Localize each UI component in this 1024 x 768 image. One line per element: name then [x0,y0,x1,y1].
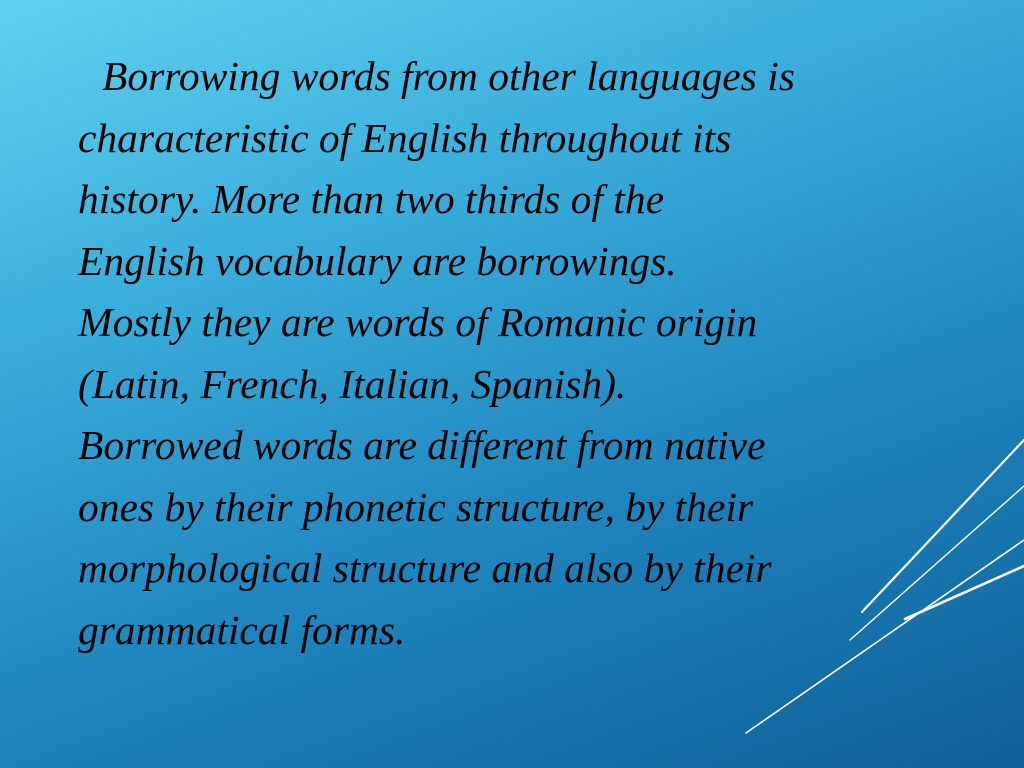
text-line-3: history. More than two thirds of the [78,176,665,222]
text-line-7: Borrowed words are different from native [78,422,766,468]
text-line-8: ones by their phonetic structure, by their [78,483,754,530]
slide-body-text [78,46,978,661]
text-line-4: English vocabulary are borrowings. [78,237,677,284]
text-line-5: Mostly they are words of Romanic origin [78,299,758,345]
text-line-10: grammatical forms. [78,606,406,653]
text-line-1: Borrowing words from other languages is [102,53,795,99]
text-line-2: characteristic of English throughout its [78,114,732,161]
text-line-9: morphological structure and also by their [78,545,772,591]
text-line-6: (Latin, French, Italian, Spanish). [78,360,627,407]
